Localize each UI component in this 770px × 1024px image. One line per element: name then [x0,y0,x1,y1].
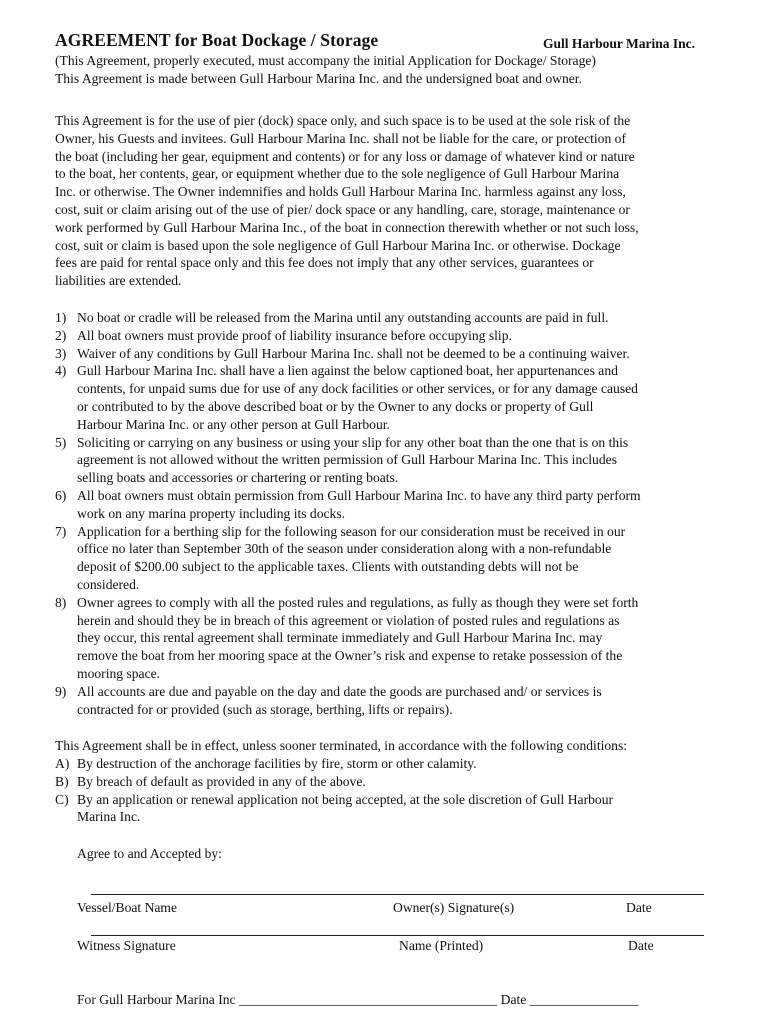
rule-text: office no later than September 30th of the season under consideration along with a non-refundable [77,541,612,557]
rule-text: No boat or cradle will be released from the Marina until any outstanding accounts are paid in full. [77,310,609,325]
liability-paragraph [55,112,715,290]
intro-note: (This Agreement, properly executed, must accompany the initial Application for Dockage/ Storage) [55,53,596,68]
rule-text: contents, for unpaid sums due for use of any dock facilities or other services, or for any damage caused [77,381,638,397]
signature-line-2[interactable] [91,935,704,936]
rule-item [55,345,641,363]
paragraph-line: This Agreement is for the use of pier (dock) space only, and such space is to be used at the sole risk of the [55,113,631,128]
rule-text: they occur, this rental agreement shall terminate immediately and Gull Harbour Marina Inc. may [77,630,603,646]
rules-list [55,309,641,718]
document-title: AGREEMENT for Boat Dockage / Storage [55,30,379,50]
rule-item [55,523,641,594]
rule-text: or contributed to by the above described boat or by the Owner to any docks or property of Gull [77,398,594,414]
rule-item [55,309,641,327]
condition-item [55,755,613,773]
condition-letter: B) [55,773,69,789]
condition-text: By breach of default as provided in any of the above. [77,773,366,789]
conditions-list [55,755,613,826]
condition-letter: A) [55,756,70,771]
paragraph-line: Inc. or otherwise. The Owner indemnifies and holds Gull Harbour Marina Inc. harmless against any loss, [55,184,626,200]
rule-item [55,594,641,683]
rule-text: agreement is not allowed without the written permission of Gull Harbour Marina Inc. This includes [77,452,617,468]
rule-number: 5) [55,434,67,450]
rule-text: Soliciting or carrying on any business or using your slip for any other boat than the one that is on this [77,434,629,450]
paragraph-line: Owner, his Guests and invitees. Gull Harbour Marina Inc. shall not be liable for the care, or protection of [55,130,626,146]
vessel-name-label: Vessel/Boat Name [77,900,178,915]
rule-text: work on any marina property including its docks. [77,505,346,521]
paragraph-line: the boat (including her gear, equipment and contents) or for any loss or damage of whatever kind or nature [55,148,635,164]
rule-number: 9) [55,683,67,699]
signature-line-1[interactable] [91,894,704,895]
rule-number: 8) [55,594,67,610]
rule-number: 6) [55,487,67,503]
rule-number: 7) [55,523,67,539]
date-label: Date [626,900,652,915]
rule-text: All boat owners must provide proof of liability insurance before occupying slip. [77,327,512,343]
paragraph-line: cost, suit or claim is based upon the sole negligence of Gull Harbour Marina Inc. or otherwise. Dockage [55,237,621,253]
condition-item [55,791,613,827]
marina-signature-line[interactable]: For Gull Harbour Marina Inc ______________________________________ Date ________________ [77,992,639,1007]
rule-number: 1) [55,310,67,325]
rule-text: herein and should they be in breach of this agreement or violation of posted rules and regulations as [77,612,620,628]
rule-text: All boat owners must obtain permission from Gull Harbour Marina Inc. to have any third party perform [77,487,641,503]
condition-text: By destruction of the anchorage facilities by fire, storm or other calamity. [77,756,477,771]
paragraph-line: work performed by Gull Harbour Marina Inc., of the boat in connection therewith whether or not such loss, [55,219,639,235]
paragraph-line: to the boat, her contents, gear, or equipment whether due to the sole negligence of Gull Harbour Marina [55,166,620,182]
condition-text: By an application or renewal application not being accepted, at the sole discretion of Gull Harbour [77,791,614,807]
rule-text: considered. [77,576,140,592]
name-printed-label: Name (Printed) [399,938,484,953]
rule-text: selling boats and accessories or chartering or renting boats. [77,470,399,486]
rule-text: remove the boat from her mooring space at the Owner’s risk and expense to retake possession of the [77,648,623,664]
rule-text: Harbour Marina Inc. or any other person at Gull Harbour. [77,416,390,432]
intro-statement: This Agreement is made between Gull Harbour Marina Inc. and the undersigned boat and owner. [55,71,582,86]
paragraph-line: liabilities are extended. [55,273,182,289]
condition-letter: C) [55,791,69,807]
conditions-intro: This Agreement shall be in effect, unless sooner terminated, in accordance with the following conditions: [55,738,628,753]
rule-number: 4) [55,363,67,379]
rule-text: All accounts are due and payable on the day and date the goods are purchased and/ or services is [77,683,602,699]
paragraph-line: cost, suit or claim arising out of the use of pier/ dock space or any handling, care, storage, maintenance or [55,201,630,217]
rule-number: 2) [55,327,67,343]
date-label: Date [628,938,654,953]
rule-text: Owner agrees to comply with all the posted rules and regulations, as fully as though they were set forth [77,594,639,610]
rule-text: contracted for or provided (such as storage, berthing, lifts or repairs). [77,701,453,717]
paragraph-line: fees are paid for rental space only and this fee does not imply that any other services, guarantees or [55,255,594,271]
rule-text: Application for a berthing slip for the following season for our consideration must be received in our [77,523,626,539]
owner-signature-label: Owner(s) Signature(s) [393,900,515,915]
witness-signature-label: Witness Signature [77,938,176,953]
rule-item [55,434,641,487]
condition-item [55,773,613,791]
condition-text: Marina Inc. [77,809,141,825]
agree-statement: Agree to and Accepted by: [77,846,222,861]
rule-item [55,327,641,345]
rule-item [55,487,641,523]
rule-number: 3) [55,345,67,361]
rule-text: deposit of $200.00 subject to the applicable taxes. Clients with outstanding debts will not be [77,559,579,575]
rule-item [55,362,641,433]
company-name: Gull Harbour Marina Inc. [543,36,696,51]
rule-text: Gull Harbour Marina Inc. shall have a lien against the below captioned boat, her appurtenances and [77,363,618,379]
rule-text: Waiver of any conditions by Gull Harbour Marina Inc. shall not be deemed to be a continuing waiver. [77,345,630,361]
rule-item [55,683,641,719]
rule-text: mooring space. [77,665,161,681]
